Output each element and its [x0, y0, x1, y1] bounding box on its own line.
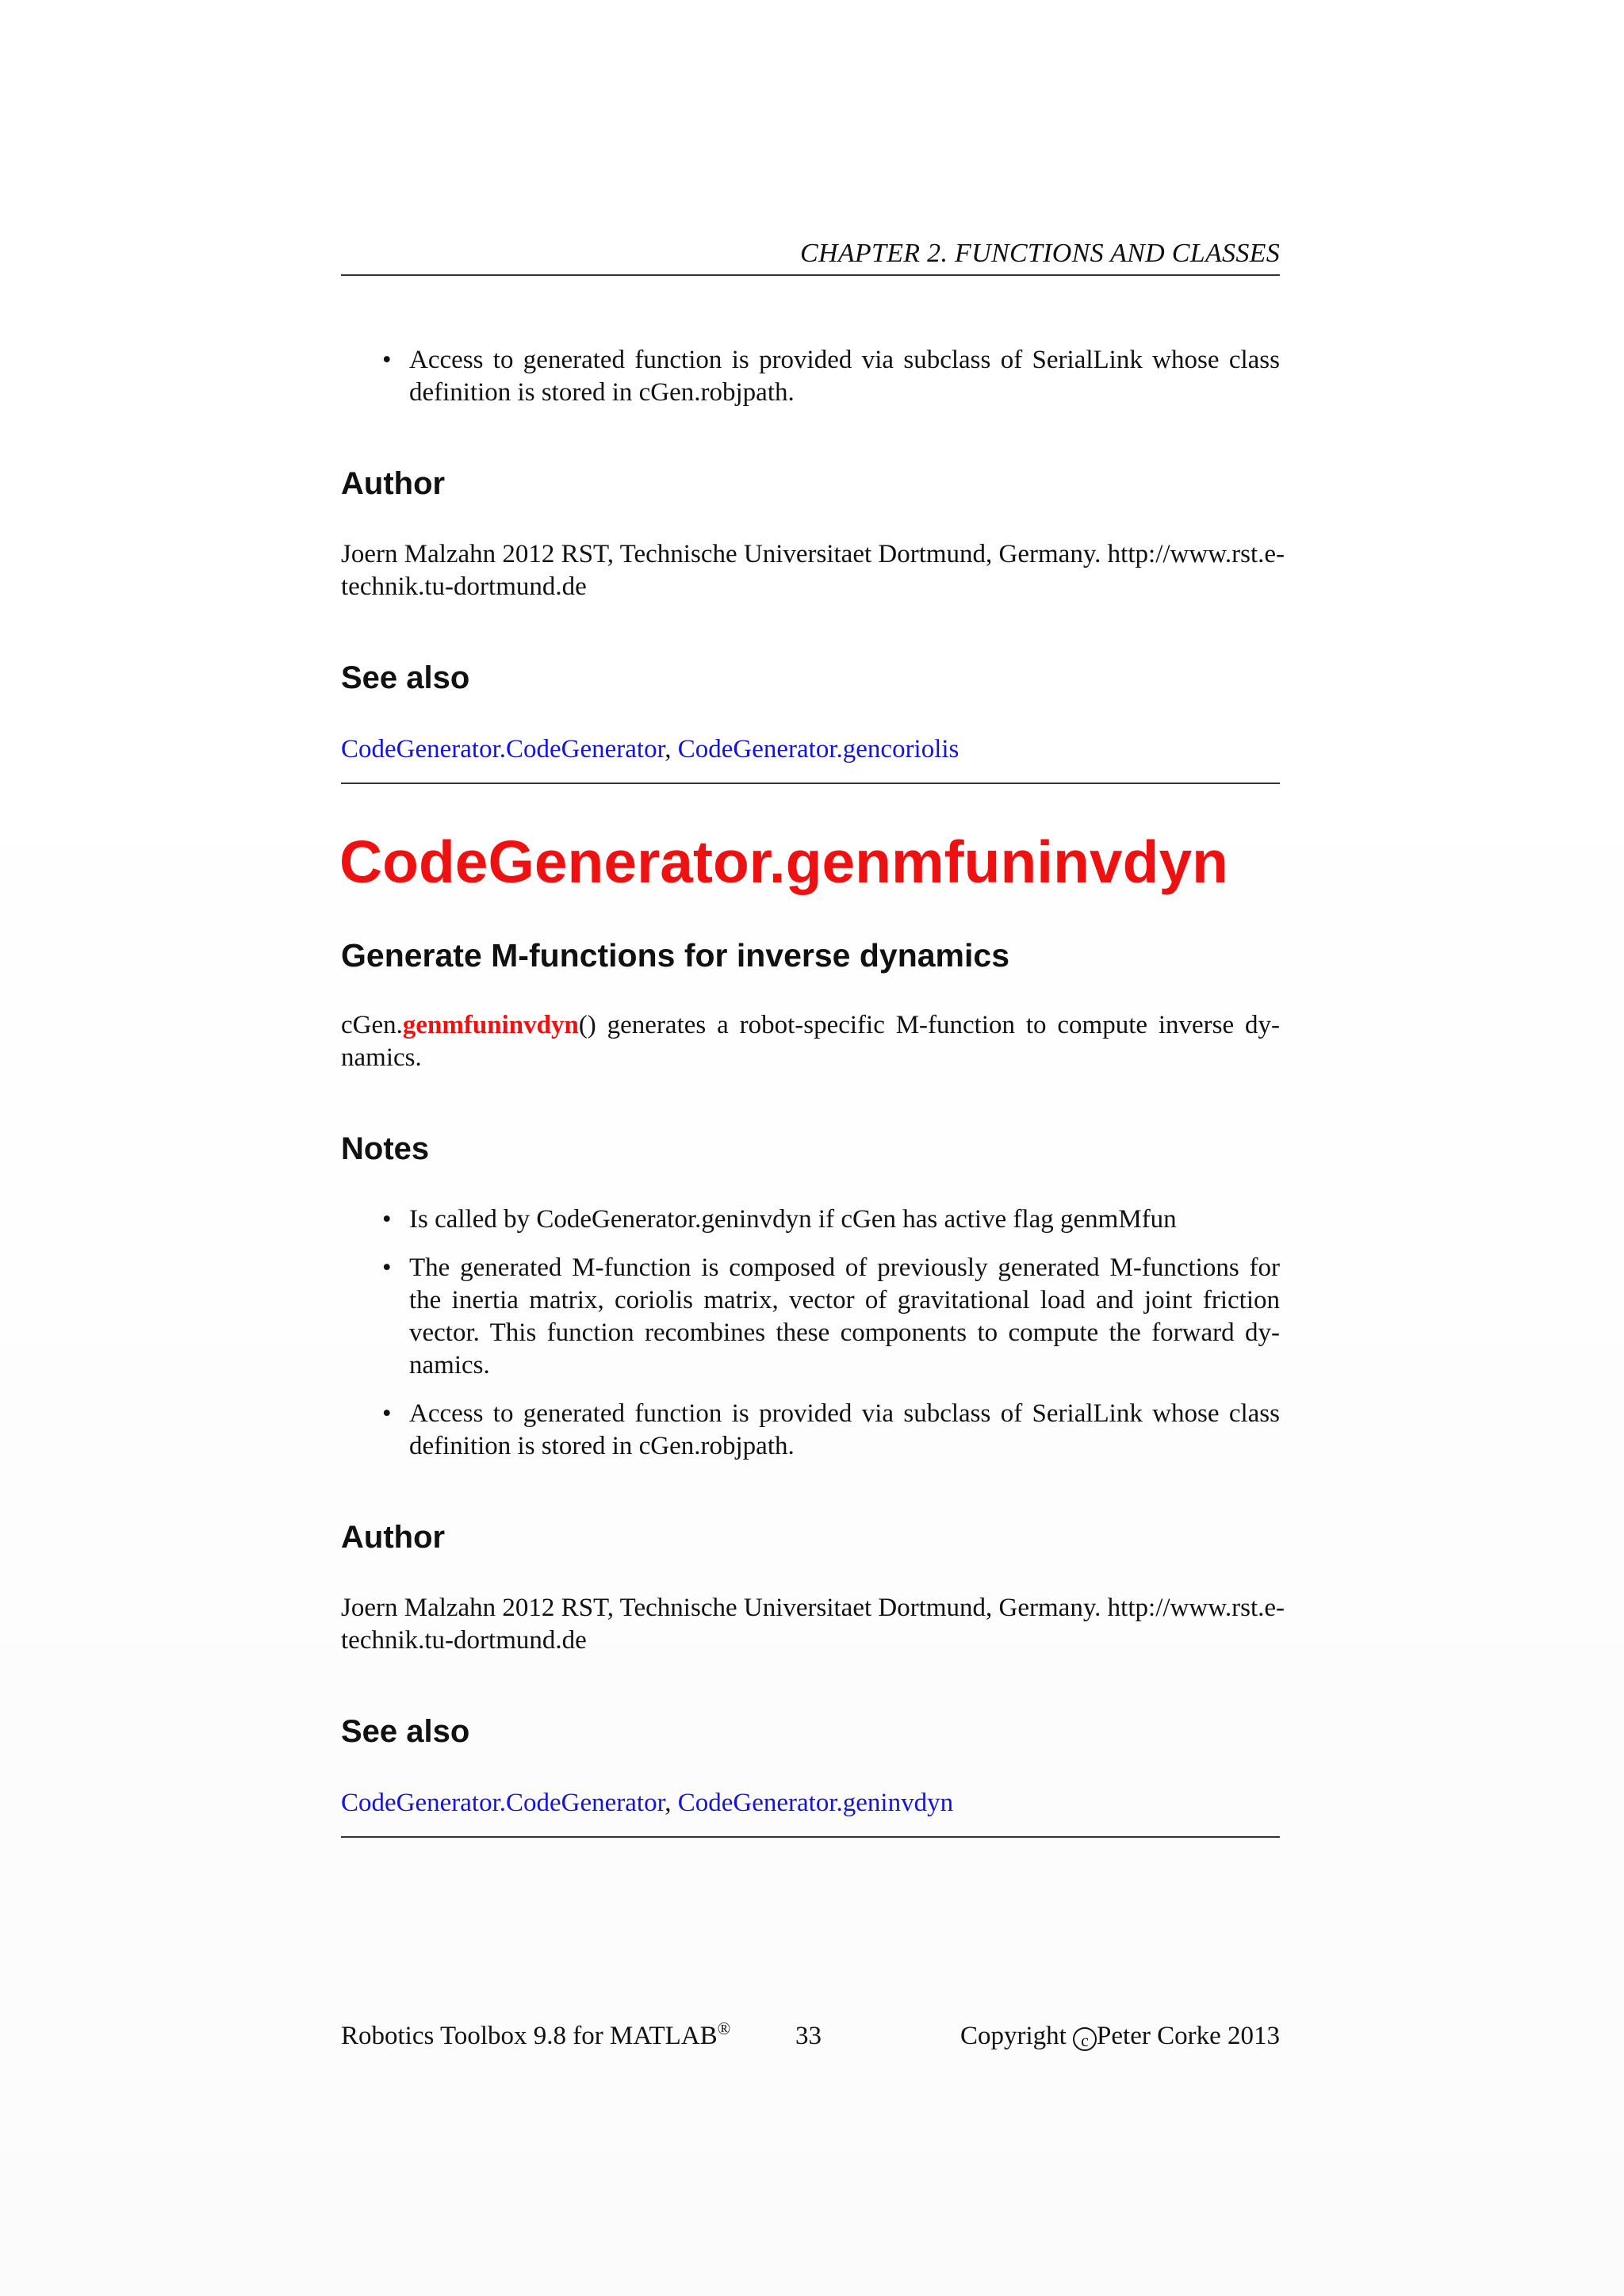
- continued-note-list: [341, 344, 1280, 425]
- footer-left: [341, 2020, 730, 2052]
- see-also-links: [341, 1787, 953, 1820]
- header-rule: [341, 274, 1280, 276]
- note-line: The generated M-function is composed of previously generated M-functions for: [409, 1253, 1280, 1282]
- bullet-icon: •: [382, 1399, 392, 1428]
- section-divider: [341, 783, 1280, 784]
- function-name: genmfuninvdyn: [402, 1011, 579, 1039]
- list-item: [341, 1252, 1280, 1382]
- registered-mark: ®: [717, 2019, 731, 2038]
- page-number: 33: [795, 2022, 822, 2050]
- running-header: CHAPTER 2. FUNCTIONS AND CLASSES: [800, 239, 1280, 268]
- author-line: technik.tu-dortmund.de: [341, 572, 587, 601]
- note-line: namics.: [409, 1351, 490, 1380]
- note-line: the inertia matrix, coriolis matrix, vector of gravitational load and joint friction: [409, 1286, 1280, 1314]
- copyright-letter: c: [1081, 2030, 1089, 2050]
- see-also-heading: See also: [341, 660, 470, 695]
- entry-description: [341, 1009, 1280, 1074]
- see-also-link-codegenerator[interactable]: CodeGenerator.CodeGenerator: [341, 1789, 665, 1817]
- description-line: namics.: [341, 1043, 422, 1072]
- copyright-holder: Peter Corke 2013: [1097, 2022, 1280, 2050]
- notes-heading: Notes: [341, 1131, 430, 1166]
- see-also-link-geninvdyn[interactable]: CodeGenerator.geninvdyn: [677, 1789, 954, 1817]
- see-also-link-gencoriolis[interactable]: CodeGenerator.gencoriolis: [677, 735, 959, 763]
- note-line: Is called by CodeGenerator.geninvdyn if cGen has active flag genmMfun: [409, 1205, 1177, 1234]
- list-item: [341, 1203, 1280, 1236]
- see-also-link-codegenerator[interactable]: CodeGenerator.CodeGenerator: [341, 735, 665, 763]
- author-line: technik.tu-dortmund.de: [341, 1626, 587, 1655]
- list-item: [341, 344, 1280, 409]
- link-separator: ,: [665, 735, 678, 763]
- description-text: () generates a robot-specific M-function to compute inverse dy-: [578, 1011, 1280, 1039]
- author-line: Joern Malzahn 2012 RST, Technische Universitaet Dortmund, Germany. http://www.rst.e-: [341, 540, 1285, 568]
- section-divider: [341, 1836, 1280, 1838]
- bullet-icon: •: [382, 1253, 392, 1282]
- author-heading: Author: [341, 1520, 446, 1555]
- footer-toolbox-title: Robotics Toolbox 9.8 for MATLAB: [341, 2022, 718, 2050]
- note-line: Access to generated function is provided via subclass of SerialLink whose class: [409, 1399, 1280, 1428]
- see-also-links: [341, 733, 959, 766]
- entry-subtitle: Generate M-functions for inverse dynamics: [341, 937, 1010, 974]
- see-also-heading: See also: [341, 1714, 470, 1749]
- list-item: [341, 1398, 1280, 1463]
- bullet-icon: •: [382, 346, 392, 374]
- note-line: vector. This function recombines these components to compute the forward dy-: [409, 1318, 1280, 1347]
- description-prefix: cGen.: [341, 1011, 403, 1039]
- footer-copyright: [944, 2020, 1280, 2052]
- link-separator: ,: [665, 1789, 678, 1817]
- description-line: [341, 1009, 1280, 1042]
- copyright-icon: [1073, 2027, 1097, 2051]
- author-line: Joern Malzahn 2012 RST, Technische Universitaet Dortmund, Germany. http://www.rst.e-: [341, 1594, 1285, 1622]
- author-heading: Author: [341, 466, 446, 501]
- bullet-icon: •: [382, 1205, 392, 1234]
- copyright-prefix: Copyright: [959, 2022, 1074, 2050]
- author-paragraph: [341, 538, 1316, 603]
- entry-title: CodeGenerator.genmfuninvdyn: [339, 828, 1228, 895]
- note-line: definition is stored in cGen.robjpath.: [409, 1432, 795, 1460]
- bullet-text-line: Access to generated function is provided via subclass of SerialLink whose class: [409, 346, 1280, 374]
- bullet-text-line: definition is stored in cGen.robjpath.: [409, 378, 795, 407]
- notes-list: [341, 1203, 1280, 1463]
- author-paragraph: [341, 1592, 1316, 1657]
